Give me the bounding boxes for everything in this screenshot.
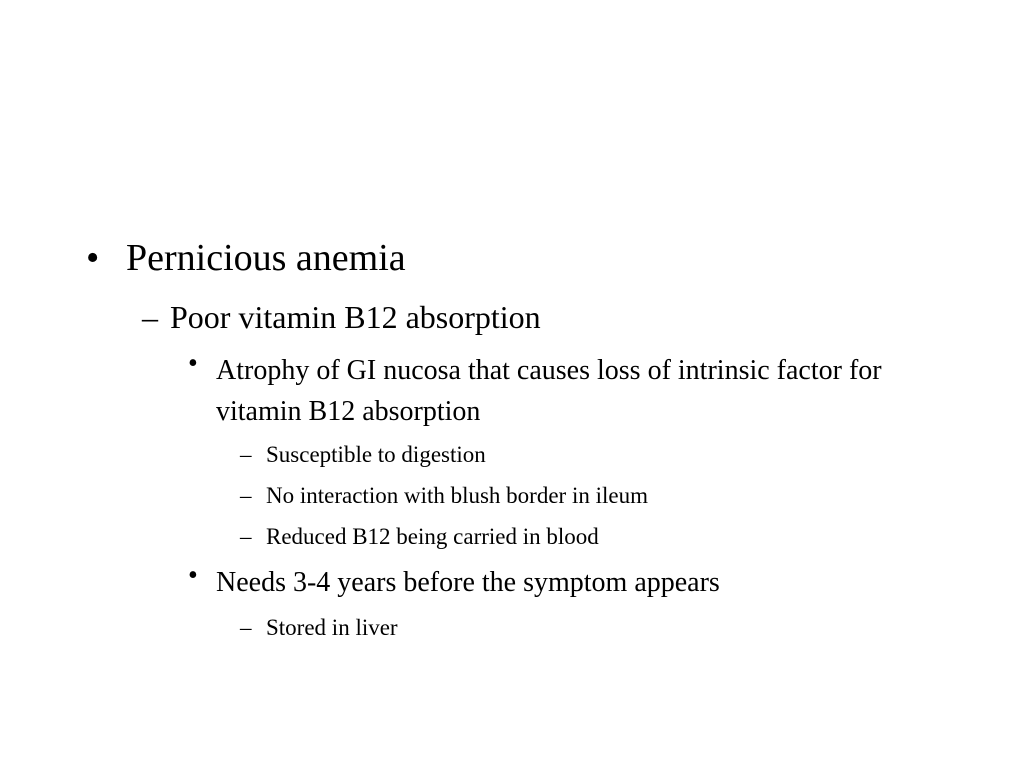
bullet-text: No interaction with blush border in ileum xyxy=(266,483,648,508)
dash-marker: – xyxy=(240,483,252,508)
dash-marker: – xyxy=(240,442,252,467)
bullet-text: Poor vitamin B12 absorption xyxy=(170,299,541,335)
bullet-marker: • xyxy=(188,560,198,591)
dash-marker: – xyxy=(142,299,158,335)
bullet-marker: • xyxy=(86,237,100,279)
bullet-text: Atrophy of GI nucosa that causes loss of intrinsic factor for vitamin B12 absorption xyxy=(216,355,882,427)
bullet-text: Susceptible to digestion xyxy=(266,442,486,467)
bullet-text: Stored in liver xyxy=(266,615,398,640)
bullet-text: Needs 3-4 years before the symptom appears xyxy=(216,567,720,598)
dash-marker: – xyxy=(240,615,252,640)
dash-marker: – xyxy=(240,524,252,549)
bullet-text: Pernicious anemia xyxy=(126,237,406,279)
bullet-marker: • xyxy=(188,348,198,379)
bullet-text: Reduced B12 being carried in blood xyxy=(266,524,599,549)
